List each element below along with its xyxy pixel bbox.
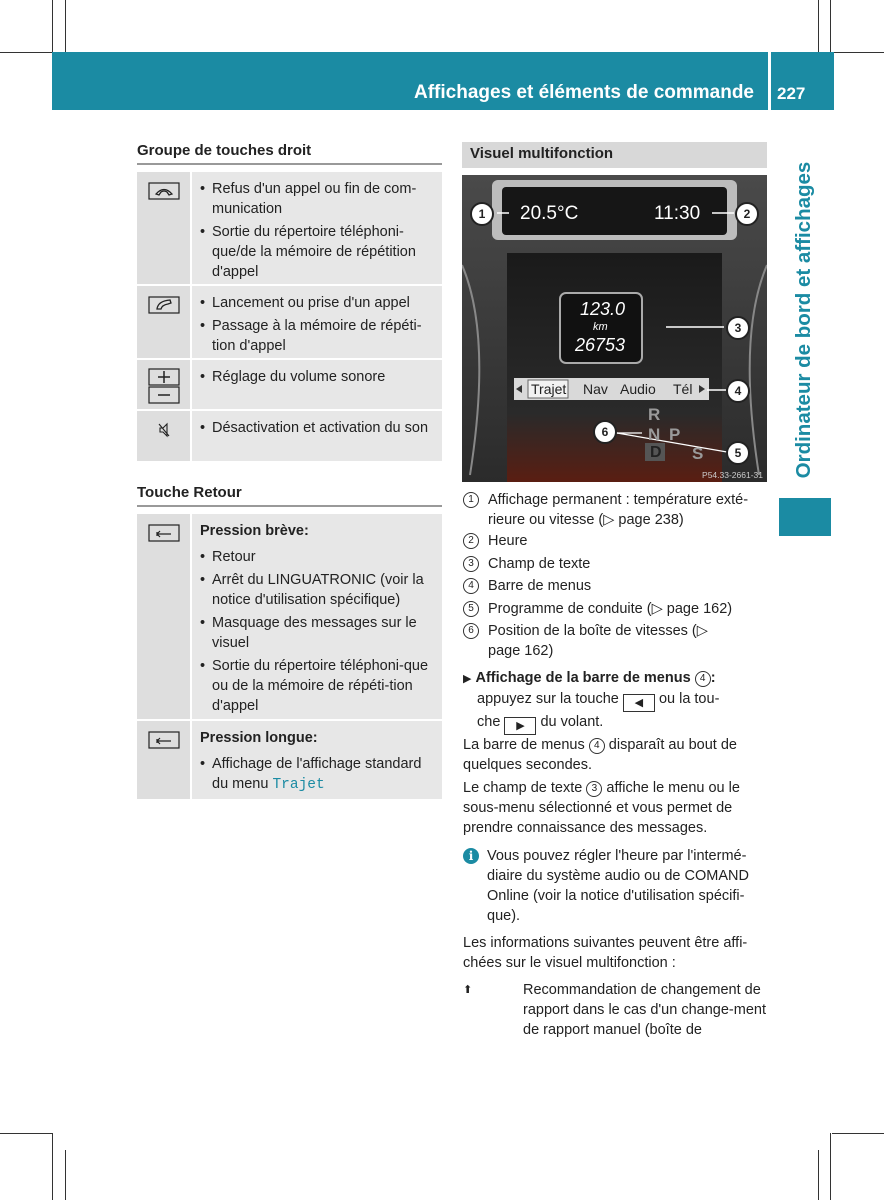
row-text — [192, 286, 442, 358]
section-rule — [137, 163, 442, 165]
mute-icon — [148, 421, 180, 439]
crop-mark — [832, 1133, 884, 1134]
gear-indicator: R — [648, 405, 661, 424]
legend-item — [463, 554, 773, 574]
press-heading: Pression brève: — [200, 523, 309, 539]
key-cell — [137, 514, 192, 719]
instrument-cluster-figure — [462, 175, 767, 482]
row-text — [192, 514, 442, 719]
info-icon: i — [463, 848, 479, 864]
info-note — [463, 846, 773, 926]
paragraph — [463, 735, 768, 775]
paragraph-text: disparaît au bout de quelques secondes. — [463, 737, 737, 773]
back-button-icon — [148, 731, 180, 749]
left-arrow-key-icon: ◀ — [623, 694, 655, 712]
bullet-text: Affichage de l'affichage standard du menu — [212, 756, 422, 792]
page-number-box — [771, 52, 834, 110]
callout-ref: 3 — [586, 781, 602, 797]
list-item: • Affichage de l'affichage standard du menu Trajet — [200, 756, 422, 793]
table-row — [137, 514, 442, 721]
crop-mark — [830, 0, 831, 52]
crop-mark — [0, 52, 52, 53]
key-cell — [137, 411, 192, 461]
menu-bar-item: Audio — [620, 381, 656, 397]
menu-bar-item: Nav — [583, 381, 608, 397]
gear-indicator: P — [669, 425, 681, 444]
table-row — [137, 411, 442, 463]
temperature-readout: 20.5°C — [520, 203, 579, 224]
key-cell — [137, 721, 192, 799]
clock-readout: 11:30 — [654, 203, 701, 224]
legend-item — [463, 599, 773, 619]
crop-mark — [818, 1150, 819, 1200]
legend-text: Programme de conduite (▷ page 162) — [488, 601, 733, 617]
list-item: • Passage à la mémoire de répéti-tion d'appel — [200, 316, 434, 356]
legend-text: Affichage permanent : température exté-rieure ou vitesse (▷ page 238) — [488, 492, 749, 528]
figure-reference: P54.33-2661-31 — [702, 470, 763, 480]
back-button-icon — [148, 524, 180, 542]
info-text: Vous pouvez régler l'heure par l'intermé-diaire du système audio ou de COMAND Online (voir la notice d'utilisation spécifi-que). — [487, 848, 749, 924]
list-item: • Réglage du volume sonore — [200, 369, 386, 385]
bullet-text: Sortie du répertoire téléphoni-que ou de la mémoire de répéti-tion d'appel — [212, 658, 429, 714]
callout: 4 — [726, 379, 750, 403]
action-title: Affichage de la barre de menus — [475, 670, 691, 686]
bullet-text: Lancement ou prise d'un appel — [212, 295, 410, 311]
row-text — [192, 721, 442, 799]
paragraph-text: Le champ de texte — [463, 780, 583, 796]
section-title-multifunction — [462, 142, 767, 168]
phone-call-icon — [148, 296, 180, 314]
legend-number: 4 — [463, 578, 479, 594]
press-heading: Pression longue: — [200, 730, 318, 746]
list-item: • Retour — [200, 549, 256, 565]
legend-number: 2 — [463, 533, 479, 549]
upshift-arrow-icon: ⬆ — [463, 984, 473, 996]
bullet-text: Désactivation et activation du son — [212, 420, 429, 436]
legend-text: Barre de menus — [488, 578, 592, 594]
key-cell — [137, 286, 192, 358]
callout-ref: 4 — [589, 738, 605, 754]
table-row — [137, 172, 442, 286]
callout: 2 — [735, 202, 759, 226]
right-keys-table — [137, 172, 442, 463]
paragraph-text: La barre de menus — [463, 737, 585, 753]
legend-number: 5 — [463, 601, 479, 617]
legend-item — [463, 531, 773, 551]
menu-bar-item: Trajet — [531, 381, 567, 397]
crop-mark — [0, 1133, 52, 1134]
menu-name: Trajet — [272, 777, 325, 793]
callout: 5 — [726, 441, 750, 465]
text-field-unit: km — [593, 321, 608, 333]
row-text — [192, 411, 442, 461]
action-step: ▶ Affichage de la barre de menus 4 : appuyez sur la touche ◀ ou la tou- che ▶ du volant. — [463, 668, 773, 735]
section-rule — [137, 505, 442, 507]
list-text: Recommandation de changement de rapport dans le cas d'un change-ment de rapport manuel (boîte de — [523, 982, 766, 1038]
list-item: • Sortie du répertoire téléphoni-que/de la mémoire de répétition d'appel — [200, 222, 434, 282]
callout: 1 — [470, 202, 494, 226]
list-item — [463, 980, 773, 1040]
callout: 3 — [726, 316, 750, 340]
text-field-value1: 123.0 — [580, 299, 626, 319]
bullet-text: Sortie du répertoire téléphoni-que/de la mémoire de répétition d'appel — [212, 224, 416, 280]
gear-indicator: N — [648, 425, 661, 444]
phone-hangup-icon — [148, 182, 180, 200]
crop-mark — [65, 0, 66, 52]
list-item: • Lancement ou prise d'un appel — [200, 295, 410, 311]
drive-program-indicator: S — [692, 444, 704, 463]
legend-number: 1 — [463, 492, 479, 508]
text-field-value2: 26753 — [575, 335, 626, 355]
key-cell — [137, 360, 192, 409]
legend-item — [463, 576, 773, 596]
list-item: • Arrêt du LINGUATRONIC (voir la notice d'utilisation spécifique) — [200, 570, 434, 610]
bullet-text: Refus d'un appel ou fin de com-munication — [212, 181, 417, 217]
callout: 6 — [593, 420, 617, 444]
legend-text: Champ de texte — [488, 556, 591, 572]
page-header — [52, 52, 768, 110]
callout-ref: 4 — [695, 671, 711, 687]
action-text: ou la tou- — [658, 691, 720, 707]
chapter-side-tab — [778, 145, 830, 495]
paragraph: Les informations suivantes peuvent être affi-chées sur le visuel multifonction : — [463, 935, 748, 971]
bullet-text: Réglage du volume sonore — [212, 369, 386, 385]
section-title-right-keys: Groupe de touches droit — [137, 142, 312, 159]
list-item: • Refus d'un appel ou fin de com-munication — [200, 179, 434, 219]
row-text — [192, 360, 442, 409]
page-number: 227 — [777, 84, 806, 103]
action-text: du volant. — [540, 714, 604, 730]
legend-number: 6 — [463, 623, 479, 639]
bullet-text: Retour — [212, 549, 256, 565]
crop-mark — [65, 1150, 66, 1200]
right-arrow-key-icon: ▶ — [504, 717, 536, 735]
crop-mark — [818, 0, 819, 52]
paragraph — [463, 778, 768, 838]
crop-mark — [52, 1133, 53, 1200]
list-item: • Sortie du répertoire téléphoni-que ou de la mémoire de répéti-tion d'appel — [200, 656, 434, 716]
row-text — [192, 172, 442, 284]
section-title-text: Visuel multifonction — [470, 145, 614, 162]
chapter-marker — [779, 498, 831, 536]
legend-item — [463, 621, 773, 661]
list-item: • Masquage des messages sur le visuel — [200, 613, 434, 653]
bullet-text: Arrêt du LINGUATRONIC (voir la notice d'utilisation spécifique) — [212, 572, 424, 608]
paragraph-text: affiche le menu ou le sous-menu sélectionné et vous permet de prendre connaissance des messages. — [463, 780, 740, 836]
list-item: • Désactivation et activation du son — [200, 420, 429, 436]
key-cell — [137, 172, 192, 284]
crop-mark — [52, 0, 53, 52]
menu-bar-item: Tél — [673, 381, 693, 397]
page-header-title: Affichages et éléments de commande — [414, 82, 754, 103]
bullet-text: Passage à la mémoire de répéti-tion d'appel — [212, 318, 422, 354]
back-key-table — [137, 514, 442, 801]
gear-indicator: D — [650, 444, 662, 461]
legend-item — [463, 490, 773, 530]
table-row — [137, 360, 442, 411]
crop-mark — [832, 52, 884, 53]
bullet-text: Masquage des messages sur le visuel — [212, 615, 417, 651]
action-text: che — [477, 714, 501, 730]
table-row — [137, 721, 442, 801]
chapter-title: Ordinateur de bord et affichages — [792, 161, 815, 479]
action-text: appuyez sur la touche — [477, 691, 619, 707]
table-row — [137, 286, 442, 360]
crop-mark — [830, 1133, 831, 1200]
section-title-back-key: Touche Retour — [137, 484, 242, 501]
legend-number: 3 — [463, 556, 479, 572]
legend-text: Position de la boîte de vitesses (▷ page 162) — [488, 623, 708, 659]
volume-plus-minus-icon — [148, 368, 180, 404]
legend-text: Heure — [488, 533, 528, 549]
